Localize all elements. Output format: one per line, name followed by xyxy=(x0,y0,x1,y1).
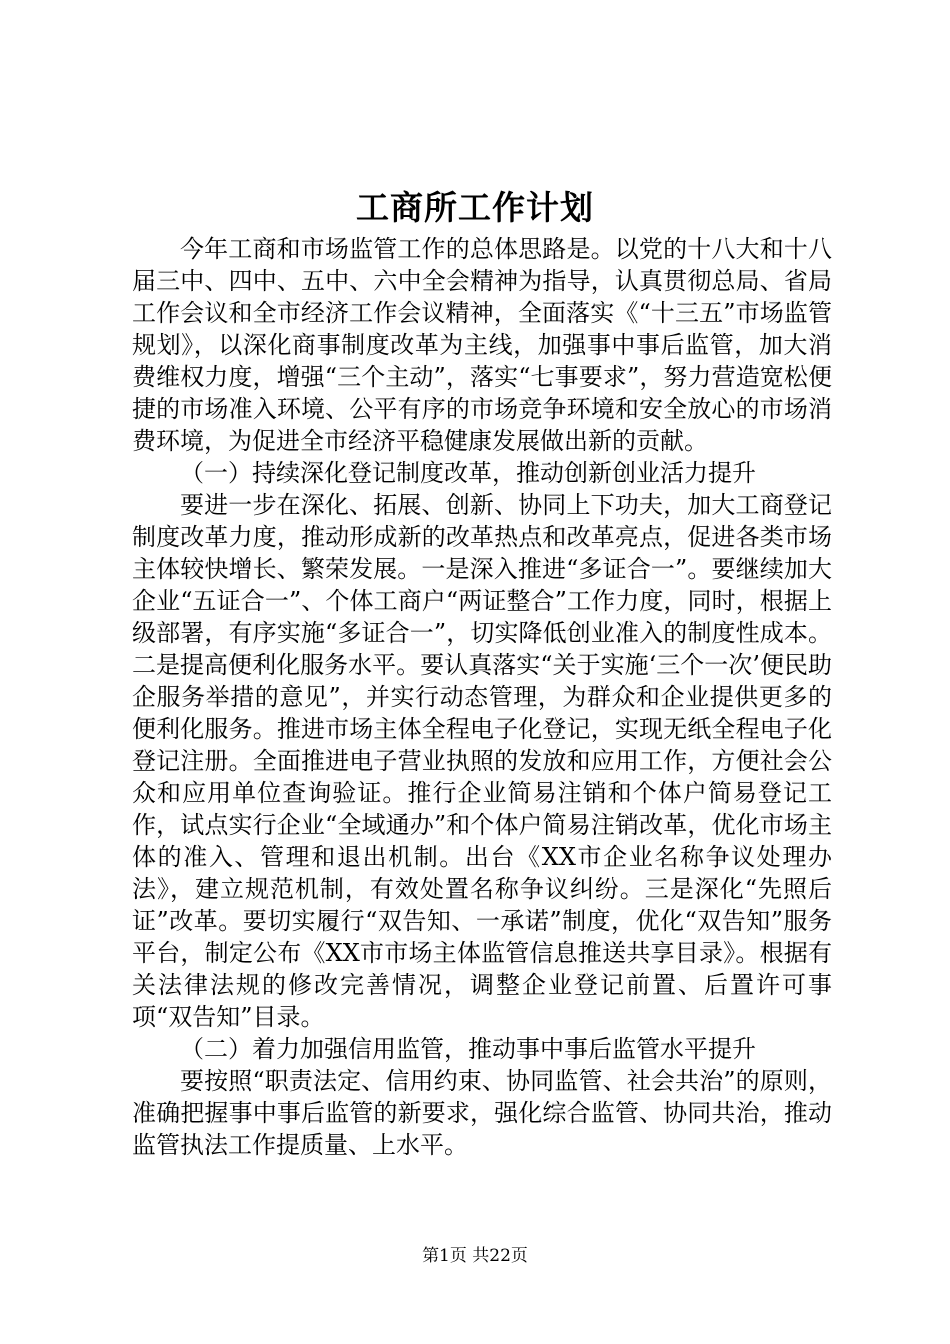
page-number: 第1页 共22页 xyxy=(422,1246,528,1266)
paragraph-section-1: 要进一步在深化、拓展、创新、协同上下功夫，加大工商登记制度改革力度，推动形成新的改革热点和改革亮点，促进各类市场主体较快增长、繁荣发展。一是深入推进“多证合一”。要继续加大企业“五证合一”、个体工商户“两证整合”工作力度，同时，根据上级部署，有序实施“多证合一”，切实降低创业准入的制度性成本。二是提高便利化服务水平。要认真落实“关于实施‘三个一次’便民助企服务举措的意见”，并实行动态管理，为群众和企业提供更多的便利化服务。推进市场主体全程电子化登记，实现无纸全程电子化登记注册。全面推进电子营业执照的发放和应用工作，方便社会公众和应用单位查询验证。推行企业简易注销和个体户简易登记工作，试点实行企业“全域通办”和个体户简易注销改革，优化市场主体的准入、管理和退出机制。出台《XX市企业名称争议处理办法》，建立规范机制，有效处置名称争议纠纷。三是深化“先照后证”改革。要切实履行“双告知、一承诺”制度，优化“双告知”服务平台，制定公布《XX市市场主体监管信息推送共享目录》。根据有关法律法规的修改完善情况，调整企业登记前置、后置许可事项“双告知”目录。 xyxy=(132,491,832,1031)
section-heading-1: （一）持续深化登记制度改革，推动创新创业活力提升 xyxy=(180,459,756,487)
document-title: 工商所工作计划 xyxy=(356,188,594,227)
document-body xyxy=(132,233,832,1161)
paragraph-intro: 今年工商和市场监管工作的总体思路是。以党的十八大和十八届三中、四中、五中、六中全会精神为指导，认真贯彻总局、省局工作会议和全市经济工作会议精神，全面落实《“十三五”市场监管规划》，以深化商事制度改革为主线，加强事中事后监管，加大消费维权力度，增强“三个主动”，落实“七事要求”，努力营造宽松便捷的市场准入环境、公平有序的市场竞争环境和安全放心的市场消费环境，为促进全市经济平稳健康发展做出新的贡献。 xyxy=(132,235,832,455)
paragraph-section-2: 要按照“职责法定、信用约束、协同监管、社会共治”的原则，准确把握事中事后监管的新要求，强化综合监管、协同共治，推动监管执法工作提质量、上水平。 xyxy=(132,1067,832,1159)
section-heading-2: （二）着力加强信用监管，推动事中事后监管水平提升 xyxy=(180,1035,756,1063)
